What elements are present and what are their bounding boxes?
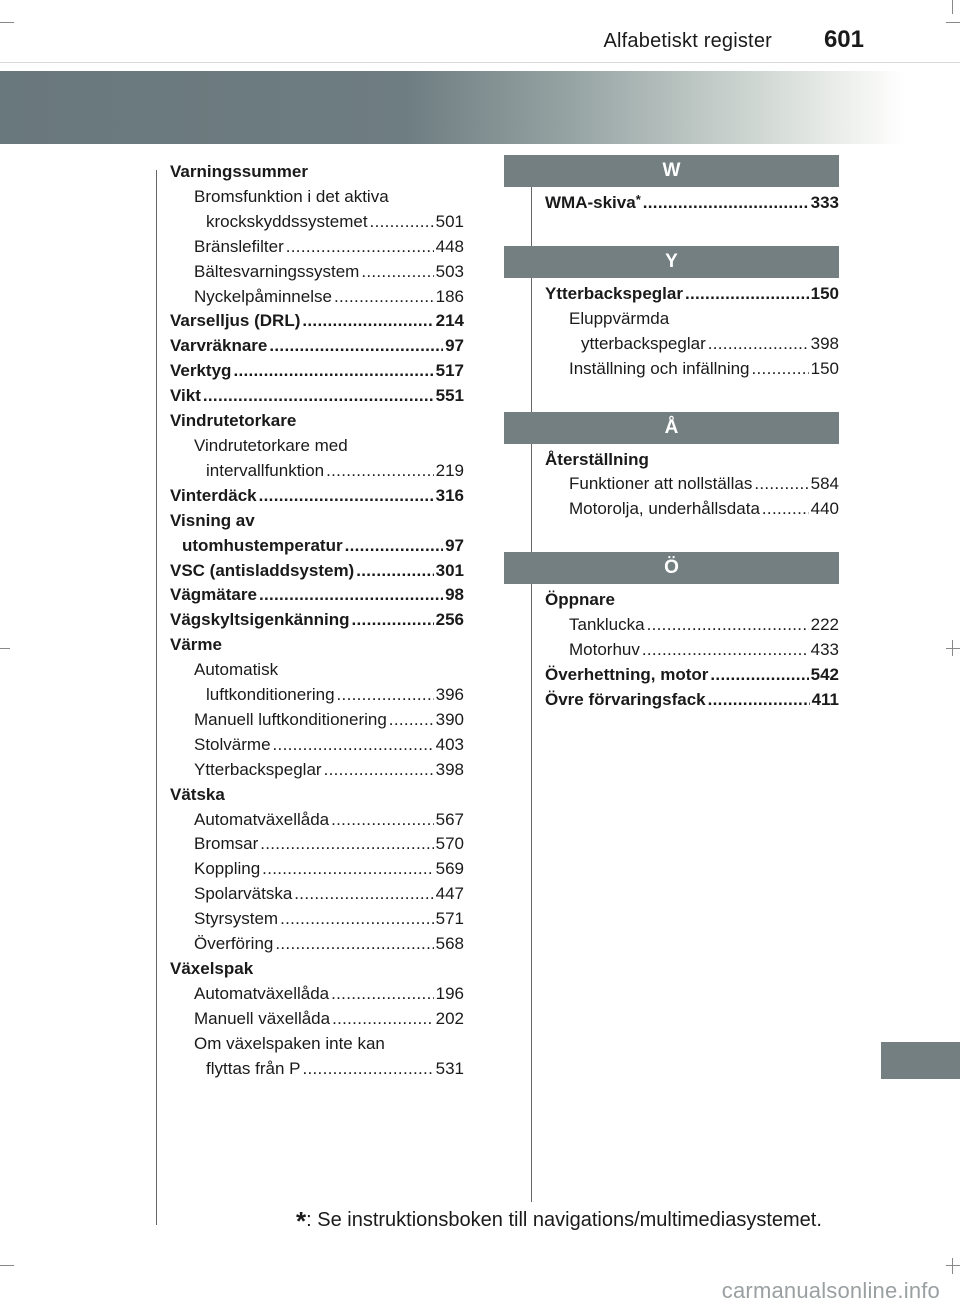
- footnote: [296, 1206, 822, 1237]
- index-entry: [170, 235, 464, 260]
- index-entry: [170, 783, 464, 808]
- entry-text: Bränslefilter: [194, 236, 284, 256]
- section-letter-header: Å: [504, 412, 839, 444]
- entry-page-number: 196: [435, 983, 464, 1003]
- index-entry: [545, 282, 839, 307]
- crop-mark: [952, 1258, 953, 1274]
- entry-text: Växelspak: [170, 959, 254, 978]
- entry-text: Överhettning, motor: [545, 664, 709, 684]
- entry-page-number: 501: [435, 211, 464, 231]
- index-entry: [170, 1032, 464, 1057]
- dot-leader: [389, 708, 434, 733]
- crop-mark: [946, 22, 960, 23]
- entry-label: [206, 210, 368, 235]
- entry-label: [545, 688, 706, 713]
- section-letter-header: W: [504, 155, 839, 187]
- dot-leader: [302, 1057, 433, 1082]
- entry-text: Visning av: [170, 510, 255, 530]
- dot-leader: [233, 359, 433, 384]
- entry-page-number: 447: [435, 884, 464, 904]
- entry-text: Om växelspaken inte kan: [194, 1033, 385, 1053]
- index-entry: [545, 357, 839, 382]
- entry-page-number: 567: [435, 809, 464, 829]
- thumb-index-tab: [881, 1042, 960, 1079]
- entry-text: Stolvärme: [194, 734, 271, 754]
- entry-page-number: 97: [445, 336, 464, 356]
- entry-label: [569, 472, 752, 497]
- entry-text: Ytterbackspeglar: [194, 759, 322, 779]
- entry-text: Bromsar: [194, 834, 259, 854]
- entry-label: [194, 708, 387, 733]
- index-entry: [545, 332, 839, 357]
- entry-label: [545, 191, 641, 216]
- entry-label: [581, 332, 706, 357]
- entry-text: intervallfunktion: [206, 460, 325, 480]
- entry-label: [194, 857, 260, 882]
- index-entry: [545, 663, 839, 688]
- entry-text: Överföring: [194, 934, 274, 954]
- entry-text: Ytterbackspeglar: [545, 283, 683, 303]
- index-entry: [170, 633, 464, 658]
- dot-leader: [286, 235, 434, 260]
- index-entry: [170, 758, 464, 783]
- entry-page-number: 398: [435, 759, 464, 779]
- entry-page-number: 571: [435, 909, 464, 929]
- dot-leader: [273, 733, 434, 758]
- crop-mark: [952, 640, 953, 656]
- entry-page-number: 316: [435, 485, 464, 505]
- index-entry: [170, 559, 464, 584]
- entry-page-number: 301: [435, 560, 464, 580]
- index-entry: [170, 857, 464, 882]
- entry-page-number: 390: [435, 709, 464, 729]
- dot-leader: [331, 982, 433, 1007]
- index-entry: [170, 932, 464, 957]
- footnote-marker: *: [635, 192, 641, 207]
- footnote-text: : Se instruktionsboken till navigations/multimediasystemet.: [306, 1209, 822, 1231]
- entry-label: [170, 484, 257, 509]
- entry-label: [170, 559, 354, 584]
- index-entry: [170, 384, 464, 409]
- index-entry: [170, 409, 464, 434]
- entry-label: [545, 663, 708, 688]
- index-entry: [170, 832, 464, 857]
- index-entry: [170, 334, 464, 359]
- entry-text: WMA-skiva: [545, 193, 636, 212]
- section-letter-header: Y: [504, 246, 839, 278]
- entry-label: [170, 583, 257, 608]
- dot-leader: [280, 907, 434, 932]
- dot-leader: [685, 282, 809, 307]
- dot-leader: [361, 260, 433, 285]
- index-entry: [545, 688, 839, 713]
- index-entry: [170, 534, 464, 559]
- entry-text: Vindrutetorkare med: [194, 435, 348, 455]
- entry-text: Bältesvarningssystem: [194, 261, 360, 281]
- dot-leader: [326, 459, 434, 484]
- footnote-star: *: [296, 1206, 307, 1236]
- page-number: 601: [823, 26, 864, 53]
- entry-page-number: 98: [445, 585, 464, 605]
- entry-text: luftkonditionering: [206, 685, 335, 705]
- entry-label: [206, 683, 335, 708]
- index-entry: [170, 484, 464, 509]
- dot-leader: [259, 583, 443, 608]
- index-entry: [170, 708, 464, 733]
- entry-label: [194, 733, 271, 758]
- entry-label: [569, 638, 640, 663]
- index-section: [545, 412, 839, 523]
- entry-page-number: 186: [435, 286, 464, 306]
- index-entry: [170, 733, 464, 758]
- entry-label: [569, 357, 750, 382]
- dot-leader: [203, 384, 434, 409]
- entry-text: flyttas från P: [206, 1058, 301, 1078]
- entry-page-number: 440: [810, 499, 839, 519]
- entry-text: Öppnare: [545, 590, 615, 610]
- index-section: [545, 155, 839, 216]
- entry-text: Varvräknare: [170, 336, 268, 356]
- dot-leader: [331, 808, 433, 833]
- entry-text: Vägmätare: [170, 585, 257, 605]
- index-entry: [170, 957, 464, 982]
- entry-page-number: 219: [435, 460, 464, 480]
- dot-leader: [262, 857, 433, 882]
- entry-text: Återställning: [545, 449, 649, 469]
- entry-label: [194, 1007, 330, 1032]
- entry-label: [194, 235, 284, 260]
- entry-label: [569, 497, 760, 522]
- entry-page-number: 398: [810, 333, 839, 353]
- dot-leader: [294, 882, 433, 907]
- entry-text: Varningssummer: [170, 162, 308, 181]
- index-section: [545, 246, 839, 382]
- page-title: Alfabetiskt register: [603, 30, 772, 52]
- dot-leader: [708, 332, 809, 357]
- header-banner: [0, 71, 905, 144]
- dot-leader: [260, 832, 433, 857]
- index-entry: [170, 1057, 464, 1082]
- dot-leader: [324, 758, 434, 783]
- dot-leader: [332, 1007, 434, 1032]
- entry-label: [194, 832, 258, 857]
- dot-leader: [337, 683, 434, 708]
- index-entry: [170, 907, 464, 932]
- entry-label: [194, 932, 273, 957]
- entry-page-number: 517: [435, 361, 464, 381]
- entry-page-number: 570: [435, 834, 464, 854]
- entry-text: Övre förvaringsfack: [545, 689, 706, 709]
- entry-label: [194, 260, 359, 285]
- crop-mark: [952, 0, 953, 14]
- entry-text: Inställning och infällning: [569, 358, 750, 378]
- dot-leader: [647, 613, 809, 638]
- dot-leader: [259, 484, 434, 509]
- index-entry: [545, 307, 839, 332]
- index-entry: [170, 683, 464, 708]
- dot-leader: [269, 334, 443, 359]
- entry-text: Automatväxellåda: [194, 983, 330, 1003]
- index-entry: [545, 588, 839, 613]
- index-entry: [170, 359, 464, 384]
- entry-label: [170, 359, 231, 384]
- index-column-left: [170, 160, 464, 1082]
- entry-text: Automatväxellåda: [194, 809, 330, 829]
- header-rule: [0, 62, 960, 63]
- index-entry: [170, 808, 464, 833]
- index-section: [545, 552, 839, 713]
- entry-page-number: 333: [810, 193, 839, 212]
- dot-leader: [302, 309, 433, 334]
- entry-page-number: 569: [435, 859, 464, 879]
- entry-text: Manuell växellåda: [194, 1008, 331, 1028]
- index-entry: [545, 613, 839, 638]
- entry-text: VSC (antisladdsystem): [170, 560, 355, 580]
- entry-page-number: 202: [435, 1008, 464, 1028]
- index-entry: [170, 608, 464, 633]
- crop-mark: [946, 648, 960, 649]
- index-entry: [170, 882, 464, 907]
- entry-text: Vägskyltsigenkänning: [170, 610, 350, 630]
- entry-page-number: 433: [810, 640, 839, 660]
- entry-page-number: 150: [810, 283, 839, 303]
- index-entry: [545, 472, 839, 497]
- entry-page-number: 503: [435, 261, 464, 281]
- entry-label: [194, 907, 278, 932]
- index-entry: [170, 982, 464, 1007]
- entry-text: Varselljus (DRL): [170, 311, 301, 331]
- entry-text: Funktioner att nollställas: [569, 474, 753, 494]
- entry-text: Vinterdäck: [170, 485, 257, 505]
- dot-leader: [356, 559, 433, 584]
- column-rule-middle: [531, 170, 532, 1202]
- dot-leader: [752, 357, 809, 382]
- entry-page-number: 222: [810, 615, 839, 635]
- index-entry: [170, 260, 464, 285]
- dot-leader: [708, 688, 810, 713]
- index-entry: [545, 497, 839, 522]
- entry-label: [206, 1057, 300, 1082]
- index-entry: [170, 309, 464, 334]
- entry-label: [170, 309, 300, 334]
- entry-text: Manuell luftkonditionering: [194, 709, 387, 729]
- entry-label: [194, 285, 332, 310]
- entry-label: [206, 459, 324, 484]
- index-entry: [170, 658, 464, 683]
- entry-text: Motorolja, underhållsdata: [569, 499, 760, 519]
- dot-leader: [643, 191, 809, 216]
- entry-label: [170, 334, 267, 359]
- dot-leader: [762, 497, 809, 522]
- entry-label: [545, 282, 683, 307]
- index-entry: [170, 509, 464, 534]
- entry-text: ytterbackspeglar: [581, 333, 706, 353]
- index-entry: [545, 448, 839, 473]
- dot-leader: [754, 472, 808, 497]
- dot-leader: [642, 638, 809, 663]
- crop-mark: [946, 1265, 960, 1266]
- entry-page-number: 256: [435, 610, 464, 630]
- entry-text: Värme: [170, 635, 222, 655]
- entry-page-number: 542: [810, 664, 839, 684]
- entry-text: Nyckelpåminnelse: [194, 286, 332, 306]
- entry-label: [170, 608, 350, 633]
- entry-text: Motorhuv: [569, 640, 640, 660]
- crop-mark: [0, 22, 14, 23]
- index-entry: [170, 1007, 464, 1032]
- entry-text: krockskyddssystemet: [206, 211, 368, 231]
- index-entry: [170, 285, 464, 310]
- watermark: carmanualsonline.info: [721, 1278, 940, 1303]
- entry-text: Bromsfunktion i det aktiva: [194, 186, 389, 206]
- dot-leader: [370, 210, 434, 235]
- index-entry: [545, 191, 839, 216]
- entry-text: Styrsystem: [194, 909, 279, 929]
- entry-label: [569, 613, 645, 638]
- index-entry: [545, 638, 839, 663]
- entry-label: [194, 758, 322, 783]
- index-entry: [170, 459, 464, 484]
- dot-leader: [710, 663, 808, 688]
- entry-text: Automatisk: [194, 660, 279, 680]
- entry-page-number: 396: [435, 685, 464, 705]
- entry-text: Vikt: [170, 386, 201, 406]
- entry-text: Vätska: [170, 784, 225, 804]
- entry-text: Tanklucka: [569, 615, 645, 635]
- index-entry: [170, 583, 464, 608]
- index-entry: [170, 160, 464, 185]
- crop-mark: [0, 1265, 14, 1266]
- column-rule-left: [156, 170, 157, 1225]
- entry-page-number: 97: [445, 535, 464, 555]
- index-entry: [170, 185, 464, 210]
- entry-text: Eluppvärmda: [569, 308, 670, 328]
- entry-page-number: 411: [811, 689, 839, 709]
- entry-label: [182, 534, 343, 559]
- dot-leader: [352, 608, 434, 633]
- entry-text: Koppling: [194, 859, 261, 879]
- index-entry: [170, 210, 464, 235]
- entry-page-number: 584: [810, 474, 839, 494]
- entry-text: Vindrutetorkare: [170, 411, 297, 431]
- entry-page-number: 568: [435, 934, 464, 954]
- entry-label: [194, 882, 292, 907]
- entry-label: [194, 808, 329, 833]
- index-entry: [170, 434, 464, 459]
- entry-page-number: 150: [810, 358, 839, 378]
- entry-page-number: 403: [435, 734, 464, 754]
- dot-leader: [334, 285, 434, 310]
- crop-mark: [0, 648, 10, 649]
- entry-page-number: 531: [435, 1058, 464, 1078]
- entry-text: Verktyg: [170, 361, 232, 381]
- entry-label: [194, 982, 329, 1007]
- entry-text: Spolarvätska: [194, 884, 293, 904]
- dot-leader: [275, 932, 433, 957]
- entry-page-number: 214: [435, 311, 464, 331]
- entry-label: [170, 384, 201, 409]
- section-letter-header: Ö: [504, 552, 839, 584]
- dot-leader: [345, 534, 444, 559]
- entry-page-number: 448: [435, 236, 464, 256]
- index-column-right: [545, 155, 839, 743]
- entry-page-number: 551: [435, 386, 464, 406]
- entry-text: utomhustemperatur: [182, 535, 343, 555]
